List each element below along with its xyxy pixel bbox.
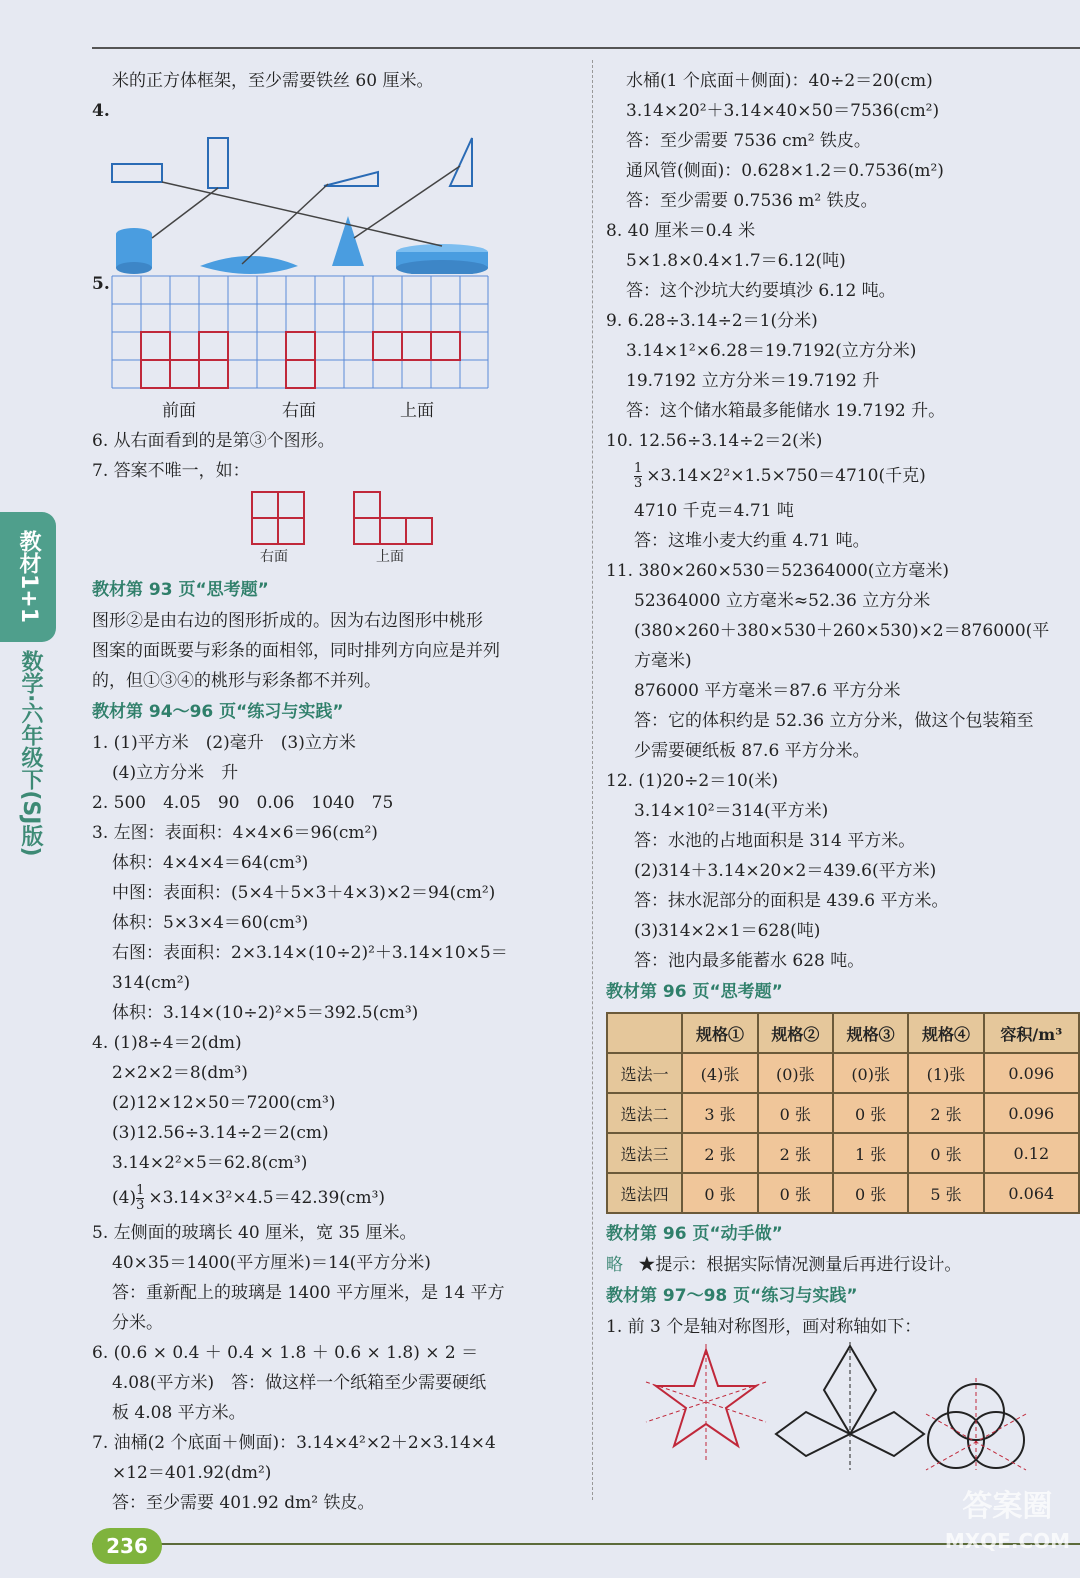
text-line: 4. (1)8÷4＝2(dm) (92, 1033, 242, 1053)
text-line: (380×260＋380×530＋260×530)×2＝876000(平 (634, 621, 1050, 641)
table-cell: 0 张 (908, 1133, 983, 1173)
text-line: 体积：3.14×(10÷2)²×5＝392.5(cm³) (112, 1003, 419, 1023)
text-line: 6. 从右面看到的是第③个图形。 (92, 431, 335, 451)
text-line: 1. 前 3 个是轴对称图形，画对称轴如下： (606, 1317, 922, 1337)
matching-diagram (92, 126, 582, 274)
text-line: (3)314×2×1＝628(吨) (634, 921, 821, 941)
table-cell: 0 张 (758, 1173, 833, 1213)
text-line: 答：它的体积约是 52.36 立方分米，做这个包装箱至 (634, 711, 1034, 731)
table-cell: 选法一 (607, 1053, 682, 1093)
text-line: 体积：4×4×4＝64(cm³) (112, 853, 309, 873)
text-line: 8. 40 厘米＝0.4 米 (606, 221, 756, 241)
text-line: 中图：表面积：(5×4＋5×3＋4×3)×2＝94(cm²) (112, 883, 496, 903)
watermark-url: MXQE.COM (944, 1529, 1070, 1553)
text-line: 答：至少需要 401.92 dm² 铁皮。 (112, 1493, 375, 1513)
section-heading: 教材第 97～98 页“练习与实践” (606, 1286, 858, 1306)
text-line: 答：池内最多能蓄水 628 吨。 (634, 951, 865, 971)
page-number-badge: 236 (92, 1528, 162, 1564)
text-line: 3.14×2²×5＝62.8(cm³) (112, 1153, 308, 1173)
table-cell: (0)张 (833, 1053, 908, 1093)
q5-grid (92, 274, 582, 392)
text-line: 答：这堆小麦大约重 4.71 吨。 (634, 531, 870, 551)
text-line: 3.14×1²×6.28＝19.7192(立方分米) (626, 341, 917, 361)
table-header-row (607, 1013, 1079, 1053)
text-line: 水桶(1 个底面＋侧面)：40÷2＝20(cm) (626, 71, 933, 91)
text-rest: ×3.14×3²×4.5＝42.39(cm³) (148, 1188, 386, 1208)
text-line: (4)立方分米 升 (112, 763, 239, 783)
table-cell: 1 张 (833, 1133, 908, 1173)
table-cell: (1)张 (908, 1053, 983, 1093)
label-right: 右面 (282, 401, 316, 421)
bottom-rule (92, 1543, 1080, 1545)
denominator: 3 (136, 1198, 145, 1213)
text-line: 5. 左侧面的玻璃长 40 厘米，宽 35 厘米。 (92, 1223, 417, 1243)
question-number: 4. (92, 101, 110, 121)
text-line: 的，但①③④的桃形与彩条都不并列。 (92, 671, 381, 691)
text-line: 图形②是由右边的图形折成的。因为右边图形中桃形 (92, 611, 483, 631)
symmetry-figures (606, 1342, 1080, 1472)
text-line: 答：水池的占地面积是 314 平方米。 (634, 831, 916, 851)
text-line: 10. 12.56÷3.14÷2＝2(米) (606, 431, 823, 451)
top-rule (92, 47, 1080, 49)
fraction (136, 1184, 144, 1213)
left-column (92, 66, 582, 1518)
table-cell: 2 张 (908, 1093, 983, 1133)
watermark-cn: 答案圈 (962, 1489, 1053, 1524)
table-cell: 选法二 (607, 1093, 682, 1133)
text-line: 19.7192 立方分米＝19.7192 升 (626, 371, 880, 391)
text-line: 7. 油桶(2 个底面＋侧面)：3.14×4²×2＋2×3.14×4 (92, 1433, 496, 1453)
numerator: 1 (136, 1183, 145, 1198)
label-front: 前面 (162, 401, 196, 421)
text-line: 右图：表面积：2×3.14×(10÷2)²＋3.14×10×5＝ (112, 943, 508, 963)
numerator: 1 (634, 461, 643, 476)
table-cell: (4)张 (682, 1053, 757, 1093)
text-rest: ×3.14×2²×1.5×750＝4710(千克) (646, 466, 926, 486)
table-cell: (0)张 (758, 1053, 833, 1093)
text-line: (3)12.56÷3.14÷2＝2(cm) (112, 1123, 329, 1143)
label-top: 上面 (376, 549, 404, 565)
table-row (607, 1133, 1079, 1173)
q7-figure (92, 486, 582, 574)
table-cell: 3 张 (682, 1093, 757, 1133)
text-line: 5×1.8×0.4×1.7＝6.12(吨) (626, 251, 846, 271)
watermark (945, 1490, 1070, 1558)
table-row (607, 1053, 1079, 1093)
text-line: 12. (1)20÷2＝10(米) (606, 771, 779, 791)
section-heading: 教材第 96 页“思考题” (606, 982, 783, 1002)
label-right: 右面 (260, 549, 288, 565)
right-column (606, 66, 1080, 1472)
section-heading: 教材第 93 页“思考题” (92, 580, 269, 600)
text-line: 876000 平方毫米＝87.6 平方分米 (634, 681, 901, 701)
text-line: 4710 千克＝4.71 吨 (634, 501, 794, 521)
table-cell: 0.12 (984, 1133, 1079, 1173)
text-line: 答：这个沙坑大约要填沙 6.12 吨。 (626, 281, 896, 301)
text-line: (2)12×12×50＝7200(cm³) (112, 1093, 336, 1113)
spec-table (606, 1012, 1080, 1214)
table-cell: 2 张 (758, 1133, 833, 1173)
text-line: 1. (1)平方米 (2)毫升 (3)立方米 (92, 733, 356, 753)
text-line: 答：至少需要 7536 cm² 铁皮。 (626, 131, 871, 151)
text-line: 3.14×10²＝314(平方米) (634, 801, 829, 821)
text-line: 7. 答案不唯一，如： (92, 461, 250, 481)
table-cell: 0.096 (984, 1053, 1079, 1093)
text-prefix: (4) (112, 1188, 137, 1208)
table-cell: 0 张 (833, 1173, 908, 1213)
table-cell: 2 张 (682, 1133, 757, 1173)
section-heading: 教材第 96 页“动手做” (606, 1224, 783, 1244)
column-divider (592, 60, 593, 1500)
table-cell: 选法三 (607, 1133, 682, 1173)
text-line: 方毫米) (634, 651, 692, 671)
table-row (607, 1173, 1079, 1213)
fraction (634, 462, 642, 491)
label-top: 上面 (400, 401, 434, 421)
table-cell: 0 张 (758, 1093, 833, 1133)
text-line: 答：至少需要 0.7536 m² 铁皮。 (626, 191, 878, 211)
table-cell: 0.064 (984, 1173, 1079, 1213)
table-header-cell (607, 1013, 682, 1053)
text-line: 分米。 (112, 1313, 163, 1333)
text-line: 52364000 立方毫米≈52.36 立方分米 (634, 591, 931, 611)
denominator: 3 (634, 476, 643, 491)
text-line: 少需要硬纸板 87.6 平方分米。 (634, 741, 870, 761)
text-line: 3.14×20²＋3.14×40×50＝7536(cm²) (626, 101, 940, 121)
text-line: 2×2×2＝8(dm³) (112, 1063, 248, 1083)
sidebar-subject: 数学·六年级下(SJ版) (18, 650, 43, 857)
hint-line (606, 1250, 1080, 1280)
text-line (92, 1178, 582, 1218)
sidebar-book-tab: 教材1+1 (0, 512, 56, 642)
table-header-cell: 规格③ (833, 1013, 908, 1053)
text-line: 11. 380×260×530＝52364000(立方毫米) (606, 561, 950, 581)
table-header-cell: 规格④ (908, 1013, 983, 1053)
text-line: 米的正方体框架，至少需要铁丝 60 厘米。 (112, 71, 434, 91)
text-line: 答：这个储水箱最多能储水 19.7192 升。 (626, 401, 946, 421)
table-cell: 5 张 (908, 1173, 983, 1213)
hint-text: ★提示：根据实际情况测量后再进行设计。 (638, 1255, 962, 1275)
omitted-label: 略 (606, 1255, 623, 1275)
text-line: 4.08(平方米) 答：做这样一个纸箱至少需要硬纸 (112, 1373, 487, 1393)
text-line: 3. 左图：表面积：4×4×6＝96(cm²) (92, 823, 378, 843)
text-line (606, 456, 1080, 496)
q7-shapes (92, 486, 582, 550)
section-heading: 教材第 94～96 页“练习与实践” (92, 702, 344, 722)
table-header-cell: 规格② (758, 1013, 833, 1053)
symmetry-drawing (606, 1342, 1080, 1472)
text-line: 2. 500 4.05 90 0.06 1040 75 (92, 793, 394, 813)
text-line: 答：重新配上的玻璃是 1400 平方厘米，是 14 平方 (112, 1283, 505, 1303)
text-line: 6. (0.6 × 0.4 ＋ 0.4 × 1.8 ＋ 0.6 × 1.8) × 2 ＝ (92, 1343, 479, 1363)
text-line: (2)314＋3.14×20×2＝439.6(平方米) (634, 861, 937, 881)
text-line: 图案的面既要与彩条的面相邻，同时排列方向应是并列 (92, 641, 500, 661)
table-cell: 0 张 (682, 1173, 757, 1213)
text-line: ×12＝401.92(dm²) (112, 1463, 272, 1483)
table-cell: 0 张 (833, 1093, 908, 1133)
table-cell: 0.096 (984, 1093, 1079, 1133)
table-cell: 选法四 (607, 1173, 682, 1213)
text-line: 314(cm²) (112, 973, 191, 993)
text-line: 40×35＝1400(平方厘米)＝14(平方分米) (112, 1253, 431, 1273)
text-line: 体积：5×3×4＝60(cm³) (112, 913, 309, 933)
table-row (607, 1093, 1079, 1133)
text-line: 9. 6.28÷3.14÷2＝1(分米) (606, 311, 818, 331)
q4-matching-figure (92, 126, 582, 274)
question-number: 5. (92, 274, 110, 294)
text-line: 通风管(侧面)：0.628×1.2＝0.7536(m²) (626, 161, 944, 181)
text-line: 答：抹水泥部分的面积是 439.6 平方米。 (634, 891, 949, 911)
table-header-cell: 规格① (682, 1013, 757, 1053)
q5-figure (92, 274, 582, 426)
table-header-cell: 容积/m³ (984, 1013, 1079, 1053)
text-line: 板 4.08 平方米。 (112, 1403, 246, 1423)
